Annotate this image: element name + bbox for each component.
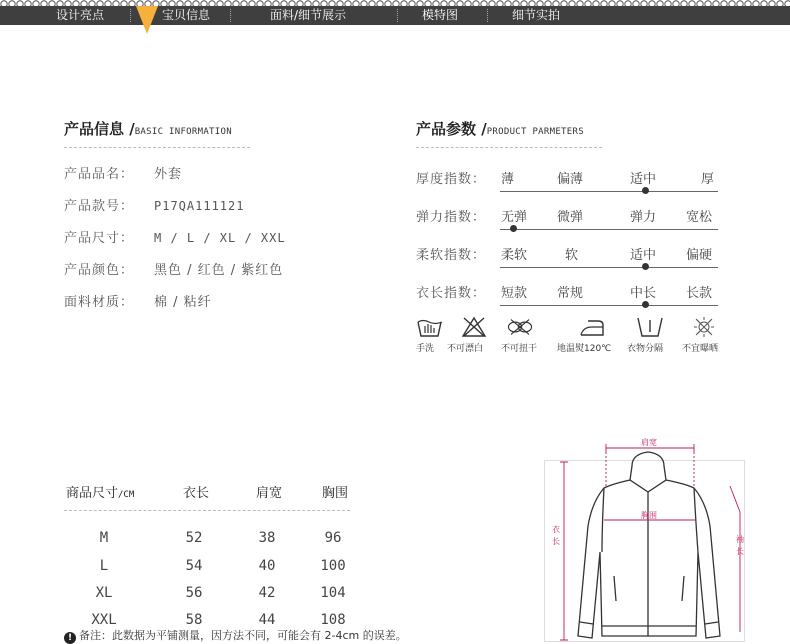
param-option: 长款 xyxy=(686,286,713,301)
param-indicator xyxy=(510,225,517,232)
diagram-length-label: 长 xyxy=(552,537,560,546)
param-option: 薄 xyxy=(501,172,515,187)
param-option: 偏薄 xyxy=(557,172,584,187)
info-row-material: 面料材质： 棉 / 粘纤 xyxy=(64,295,212,310)
info-row-size: 产品尺寸： M / L / XL / XXL xyxy=(64,231,286,246)
params-title: 产品参数 /PRODUCT PARMETERS xyxy=(416,120,584,138)
param-softness-label: 柔软指数： xyxy=(416,248,487,263)
nav-fabric-details[interactable]: 面料/细节展示 xyxy=(270,8,347,22)
iron-icon xyxy=(578,316,606,338)
param-option: 弹力 xyxy=(630,210,657,225)
divider xyxy=(64,510,350,511)
table-cell: 42 xyxy=(258,585,276,601)
param-option: 偏硬 xyxy=(686,248,713,263)
divider xyxy=(416,147,602,148)
nav-separator xyxy=(397,9,398,22)
param-option: 软 xyxy=(565,248,579,263)
param-option: 厚 xyxy=(701,172,715,187)
care-label: 地温熨120℃ xyxy=(557,344,612,354)
param-scale-line xyxy=(500,191,718,192)
param-indicator xyxy=(642,301,649,308)
basic-info-title: 产品信息 /BASIC INFORMATION xyxy=(64,120,232,138)
diagram-sleeve-label: 长 xyxy=(736,547,744,556)
param-indicator xyxy=(642,263,649,270)
table-cell: L xyxy=(99,558,109,574)
care-label: 手洗 xyxy=(416,344,435,354)
info-row-color: 产品颜色： 黑色 / 红色 / 紫红色 xyxy=(64,263,284,278)
diagram-shoulder-label: 肩宽 xyxy=(641,438,657,447)
nav-separator xyxy=(230,9,231,22)
size-table-header-shoulder: 肩宽 xyxy=(256,486,283,501)
param-thickness-label: 厚度指数： xyxy=(416,172,487,187)
size-table-header-length: 衣长 xyxy=(183,486,210,501)
param-option: 无弹 xyxy=(501,210,528,225)
param-option: 短款 xyxy=(501,286,528,301)
info-row-style-no: 产品款号： P17QA111121 xyxy=(64,199,245,214)
table-cell: XL xyxy=(95,585,113,601)
param-option: 中长 xyxy=(630,286,657,301)
table-cell: 44 xyxy=(258,612,276,628)
table-cell: 56 xyxy=(185,585,203,601)
diagram-chest-label: 胸围 xyxy=(641,511,657,520)
care-label: 不可扭干 xyxy=(501,344,538,354)
param-length-label: 衣长指数： xyxy=(416,286,487,301)
info-icon: ! xyxy=(64,632,76,644)
size-table-header-chest: 胸围 xyxy=(322,486,349,501)
table-cell: 40 xyxy=(258,558,276,574)
nav-model-photos[interactable]: 模特图 xyxy=(422,8,459,22)
care-label: 不可漂白 xyxy=(447,344,484,354)
table-cell: XXL xyxy=(91,612,117,628)
param-option: 适中 xyxy=(630,248,657,263)
param-option: 宽松 xyxy=(686,210,713,225)
param-scale-line xyxy=(500,267,718,268)
nav-separator xyxy=(487,9,488,22)
wash-separately-icon xyxy=(636,316,664,338)
table-cell: M xyxy=(99,530,109,546)
param-option: 常规 xyxy=(557,286,584,301)
table-cell: 100 xyxy=(320,558,346,574)
nav-detail-shots[interactable]: 细节实拍 xyxy=(512,8,561,22)
table-cell: 104 xyxy=(320,585,346,601)
table-cell: 54 xyxy=(185,558,203,574)
diagram-length-label: 衣 xyxy=(552,525,560,534)
diagram-sleeve-label: 袖 xyxy=(736,535,744,544)
no-wring-icon xyxy=(506,316,534,338)
param-indicator xyxy=(642,187,649,194)
table-cell: 58 xyxy=(185,612,203,628)
no-bleach-icon xyxy=(460,316,488,338)
care-label: 不宜曝晒 xyxy=(682,344,719,354)
hand-wash-icon xyxy=(416,316,444,338)
table-cell: 38 xyxy=(258,530,276,546)
table-cell: 108 xyxy=(320,612,346,628)
info-row-name: 产品品名： 外套 xyxy=(64,167,183,182)
care-label: 衣物分隔 xyxy=(627,344,664,354)
active-tab-marker xyxy=(136,6,158,34)
param-elasticity-label: 弹力指数： xyxy=(416,210,487,225)
table-cell: 52 xyxy=(185,530,203,546)
measurement-note: ! 备注：此数据为平铺测量，因方法不同，可能会有 2-4cm 的误差。 xyxy=(64,627,407,644)
no-sun-icon xyxy=(690,316,718,338)
table-cell: 96 xyxy=(324,530,342,546)
divider xyxy=(64,147,250,148)
param-scale-line xyxy=(500,229,718,230)
param-option: 微弹 xyxy=(557,210,584,225)
top-nav xyxy=(0,6,790,25)
param-option: 柔软 xyxy=(501,248,528,263)
size-table-header-size: 商品尺寸/CM xyxy=(66,486,135,501)
param-option: 适中 xyxy=(630,172,657,187)
nav-design-highlights[interactable]: 设计亮点 xyxy=(56,8,105,22)
jacket-diagram xyxy=(544,436,784,642)
nav-separator xyxy=(130,9,131,22)
nav-product-info[interactable]: 宝贝信息 xyxy=(162,8,211,22)
param-scale-line xyxy=(500,305,718,306)
